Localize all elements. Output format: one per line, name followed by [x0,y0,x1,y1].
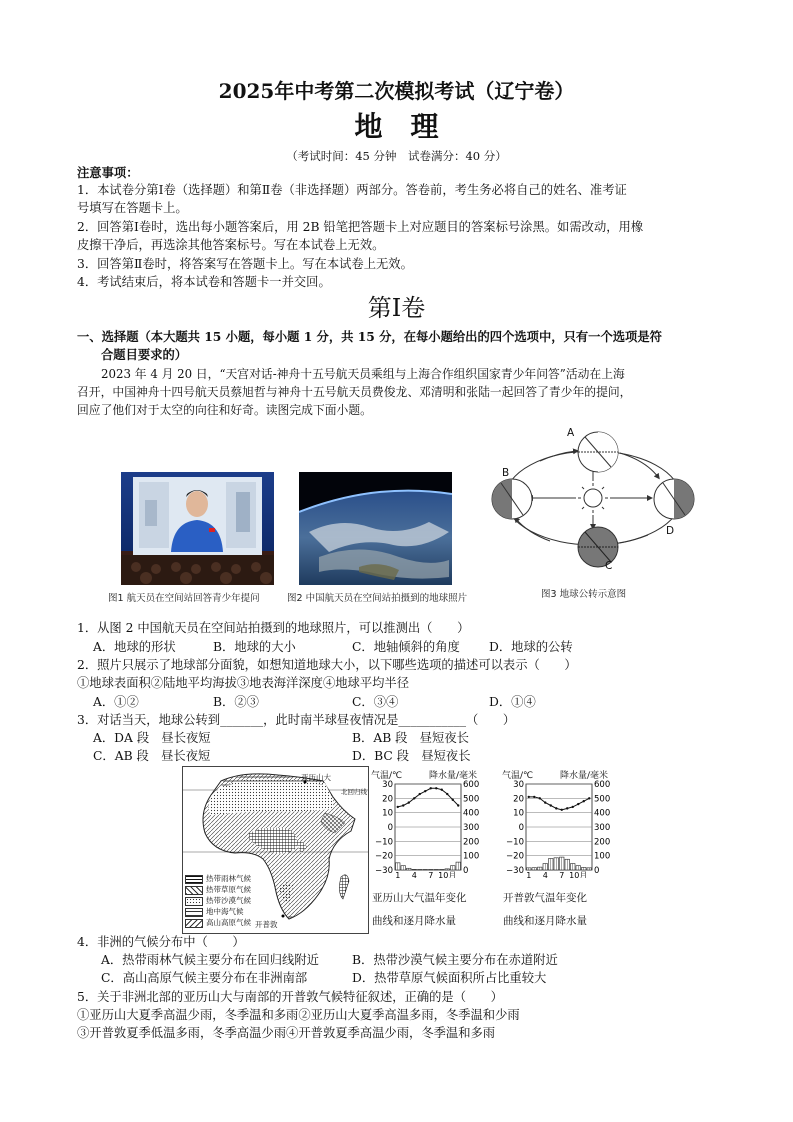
q2-option-b: B．②③ [213,695,259,709]
legend-highland: 高山高原气候 [206,918,251,927]
chart2-precip-tick: 100 [594,851,611,862]
chart1-temp-point [441,789,443,791]
chart2-precip-tick: 500 [594,794,611,805]
fig2-caption: 图2 中国航天员在空间站拍摄到的地球照片 [287,593,468,604]
exam-title: 2025年中考第二次模拟考试（辽宁卷） [218,79,575,103]
africa-climate-map [182,766,369,934]
chart2-caption-1: 开普敦气温年变化 [503,892,587,904]
city-alexandria-label: 亚历山大 [301,773,331,782]
chart1-temp-point [408,801,410,803]
chart2-temp-point [572,806,574,808]
city-capetown-label: 开普敦 [255,920,278,929]
chart1-temp-label: 气温/℃ [371,771,403,781]
chart1-precip-tick: 400 [463,808,480,819]
q3-option-d: D．BC 段 昼短夜长 [352,749,471,763]
earth-photo [299,472,452,585]
chart2-temp-point [533,796,535,798]
chart1-plot [369,768,491,878]
chart2-temp-point [550,804,552,806]
chart1-month-tick: 4 [411,871,417,878]
q4-option-c: C．高山高原气候主要分布在非洲南部 [101,971,308,985]
chart2-temp-line [529,797,590,810]
orbit-label-c: C [605,560,613,572]
chart2-temp-point [561,809,563,811]
chart1-precip-tick: 0 [463,866,469,876]
q4-option-d: D．热带草原气候面积所占比重较大 [352,971,547,985]
chart1-temp-point [452,799,454,801]
legend-rainforest: 热带雨林气候 [206,874,251,883]
passage-line-3: 回应了他们对于太空的向往和好奇。读图完成下面小题。 [77,403,372,417]
q2-items: ①地球表面积②陆地平均海拔③地表海洋深度④地球平均半径 [77,676,410,690]
chart1-temp-tick: −10 [375,837,393,848]
chart1-temp-tick: −20 [375,851,393,862]
chart2-month-tick: 10月 [569,871,588,878]
notes-line-1: 1．本试卷分第Ⅰ卷（选择题）和第Ⅱ卷（非选择题）两部分。答卷前，考生务必将自己的姓名、准考证 [77,183,627,197]
chart1-temp-point [419,793,421,795]
chart2-temp-tick: −20 [506,851,524,862]
chart1-temp-tick: 0 [387,823,393,833]
fig1-caption: 图1 航天员在空间站回答青少年提问 [108,593,260,604]
chart2-month-tick: 4 [542,871,548,878]
chart1-temp-point [435,787,437,789]
q1-option-c: C．地轴倾斜的角度 [352,640,460,654]
q2-option-c: C．③④ [352,695,399,709]
chart2-precip-tick: 300 [594,823,611,833]
chart2-temp-tick: 0 [518,823,524,833]
exam-info: （考试时间：45 分钟 试卷满分：40 分） [286,149,507,163]
chart1-temp-point [446,793,448,795]
orbit-label-d: D [666,525,675,537]
chart2-temp-point [539,797,541,799]
chart1-temp-tick: −30 [375,866,393,876]
chart2-precip-tick: 0 [594,866,600,876]
orbit-diagram [488,425,698,575]
chart2-temp-point [583,800,585,802]
climate-chart-alexandria [369,768,491,930]
chart1-month-tick: 10月 [438,871,457,878]
chart2-plot [500,768,622,878]
q4-stem: 4．非洲的气候分布中（ ） [77,935,245,949]
q5-line-1: ①亚历山大夏季高温少雨，冬季温和多雨②亚历山大夏季高温多雨，冬季温和少雨 [77,1008,520,1022]
legend-desert: 热带沙漠气候 [206,896,251,905]
chart1-precip-tick: 300 [463,823,480,833]
chart2-caption-2: 曲线和逐月降水量 [503,915,587,927]
chart1-precip-tick: 100 [463,851,480,862]
chart2-temp-point [528,796,530,798]
passage-line-1: 2023 年 4 月 20 日，“天宫对话-神舟十五号航天员乘组与上海合作组织国家青少年问答”活动在上海 [101,367,625,381]
fig3-caption: 图3 地球公转示意图 [541,589,627,600]
chart1-temp-point [402,804,404,806]
legend-mediterranean: 地中海气候 [206,907,244,916]
chart1-caption-1: 亚历山大气温年变化 [372,892,467,904]
climate-chart-capetown [500,768,622,930]
section-heading-1: 一、选择题（本大题共 15 小题，每小题 1 分，共 15 分，在每小题给出的四个选项中，只有一个选项是符 [77,329,662,344]
q3-option-c: C．AB 段 昼长夜短 [93,749,211,763]
subject-title: 地 理 [354,110,439,143]
chart1-caption-2: 曲线和逐月降水量 [372,915,456,927]
part1-title: 第Ⅰ卷 [367,294,426,322]
q4-option-a: A．热带雨林气候主要分布在回归线附近 [101,953,319,967]
q5-stem: 5．关于非洲北部的亚历山大与南部的开普敦气候特征叙述，正确的是（ ） [77,990,503,1004]
q2-stem: 2．照片只展示了地球部分面貌，如想知道地球大小，以下哪些选项的描述可以表示（ ） [77,658,577,672]
chart2-temp-tick: −10 [506,837,524,848]
chart1-month-tick: 7 [428,871,434,878]
q5-line-2: ③开普敦夏季低温多雨，冬季高温少雨④开普敦夏季高温少雨，冬季温和多雨 [77,1026,496,1040]
orbit-label-a: A [567,427,575,439]
chart2-temp-point [577,803,579,805]
chart1-temp-tick: 20 [382,794,393,805]
chart2-month-tick: 7 [559,871,565,878]
q1-option-b: B．地球的大小 [213,640,296,654]
notes-line-3: 2．回答第Ⅰ卷时，选出每小题答案后，用 2B 铅笔把答题卡上对应题目的答案标号涂黑。如需改动，用橡 [77,220,644,234]
chart2-month-tick: 1 [526,871,532,878]
q1-stem: 1．从图 2 中国航天员在空间站拍摄到的地球照片，可以推测出（ ） [77,621,470,635]
chart1-temp-point [424,790,426,792]
notes-line-5: 3．回答第Ⅱ卷时，将答案写在答题卡上。写在本试卷上无效。 [77,257,413,271]
map-legend [185,873,255,931]
legend-savanna: 热带草原气候 [206,885,251,894]
chart1-temp-point [413,797,415,799]
chart1-month-tick: 1 [395,871,401,878]
q2-option-d: D．①④ [489,695,536,709]
chart2-temp-label: 气温/℃ [502,771,534,781]
chart1-temp-tick: 10 [382,808,393,819]
chart1-temp-point [397,806,399,808]
chart2-temp-point [555,807,557,809]
orbit-label-b: B [502,467,510,479]
notes-line-2: 号填写在答题卡上。 [77,201,188,215]
section-heading-2: 合题目要求的） [101,347,188,362]
q1-option-a: A．地球的形状 [93,640,176,654]
chart2-temp-point [566,807,568,809]
chart2-temp-tick: −30 [506,866,524,876]
chart1-precip-label: 降水量/毫米 [429,771,478,781]
chart2-precip-tick: 200 [594,837,611,848]
tropic-north-label: 北回归线 [341,788,367,796]
notes-line-4: 皮擦干净后，再选涂其他答案标号。写在本试卷上无效。 [77,238,385,252]
q4-option-b: B．热带沙漠气候主要分布在赤道附近 [352,953,558,967]
chart2-precip-tick: 400 [594,808,611,819]
chart1-precip-tick: 500 [463,794,480,805]
q2-option-a: A．①② [93,695,139,709]
chart1-precip-tick: 200 [463,837,480,848]
astronaut-photo [121,472,274,585]
chart1-temp-point [457,804,459,806]
chart1-temp-line [398,788,459,807]
q3-stem: 3．对话当天，地球公转到_______，此时南半球昼夜情况是___________（ ） [77,713,516,727]
chart2-temp-tick: 30 [513,780,524,790]
notes-heading: 注意事项： [77,165,139,180]
chart1-temp-tick: 30 [382,780,393,790]
chart1-temp-point [430,787,432,789]
chart2-temp-point [588,797,590,799]
passage-line-2: 召开，中国神舟十四号航天员蔡旭哲与神舟十五号航天员费俊龙、邓清明和张陆一起回答了青少年的提问， [77,385,632,399]
q3-option-b: B．AB 段 昼短夜长 [352,731,469,745]
chart2-temp-point [544,801,546,803]
chart2-temp-tick: 10 [513,808,524,819]
chart2-temp-tick: 20 [513,794,524,805]
chart2-precip-tick: 600 [594,780,611,790]
notes-line-6: 4．考试结束后，将本试卷和答题卡一并交回。 [77,275,331,289]
chart2-precip-label: 降水量/毫米 [560,771,609,781]
q1-option-d: D．地球的公转 [489,640,573,654]
chart1-precip-tick: 600 [463,780,480,790]
q3-option-a: A．DA 段 昼长夜短 [93,731,211,745]
